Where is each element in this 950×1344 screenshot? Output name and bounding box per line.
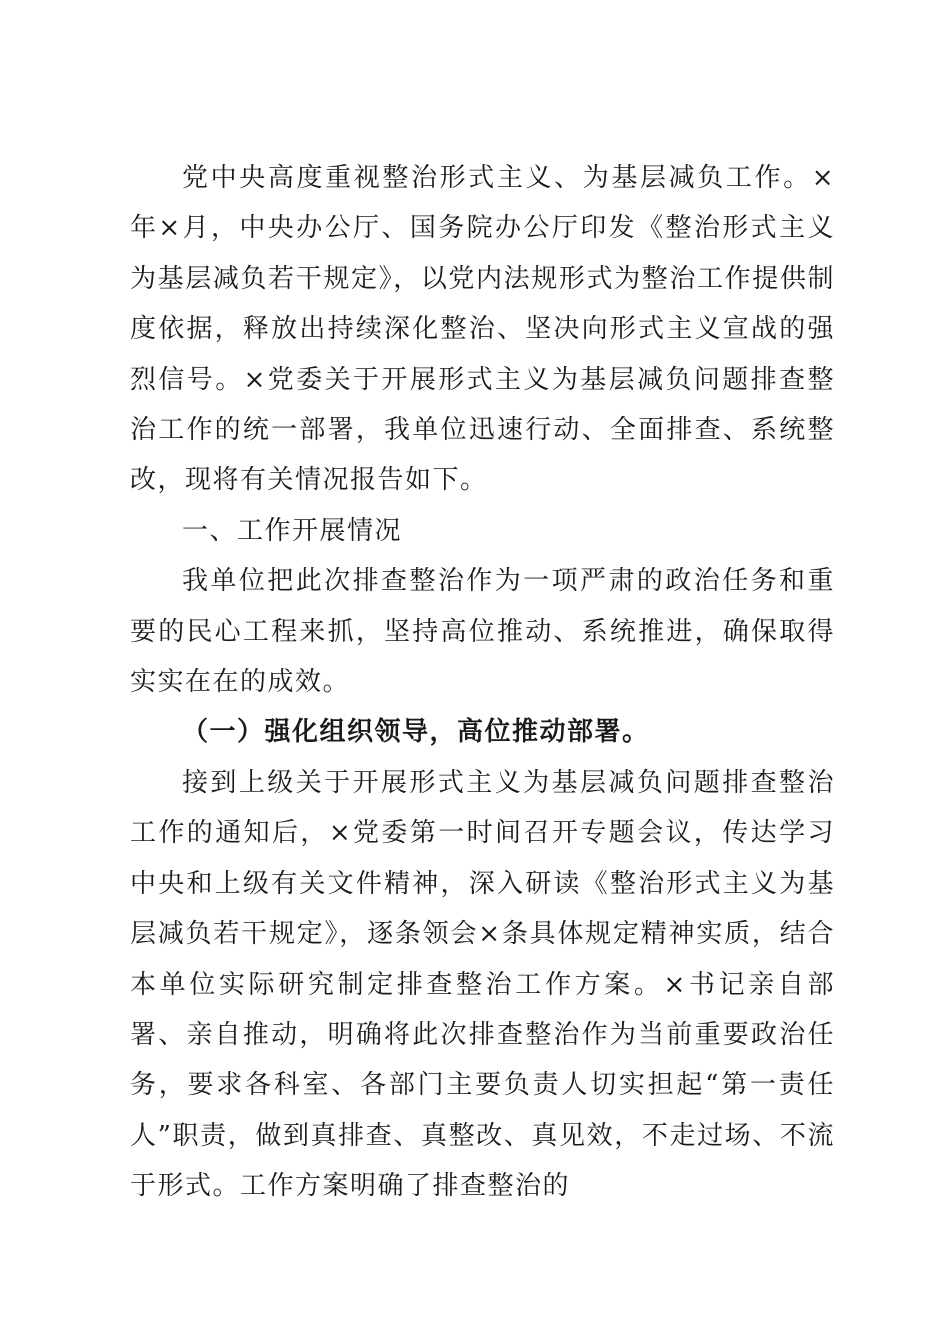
intro-paragraph: 党中央高度重视整治形式主义、为基层减负工作。×年×月，中央办公厅、国务院办公厅印发《整治形式主义为基层减负若干规定》，以党内法规形式为整治工作提供制度依据，释放出持续深化整治、坚决向形式主义宣战的强烈信号。×党委关于开展形式主义为基层减负问题排查整治工作的统一部署，我单位迅速行动、全面排查、系统整改，现将有关情况报告如下。 xyxy=(130,163,835,496)
section-paragraph: 我单位把此次排查整治作为一项严肃的政治任务和重要的民心工程来抓，坚持高位推动、系统推进，确保取得实实在在的成效。 xyxy=(130,566,835,698)
section-heading-work-progress: 一、工作开展情况 xyxy=(182,515,403,546)
subsection-paragraph: 接到上级关于开展形式主义为基层减负问题排查整治工作的通知后，×党委第一时间召开专题会议，传达学习中央和上级有关文件精神，深入研读《整治形式主义为基层减负若干规定》，逐条领会×条具体规定精神实质，结合本单位实际研究制定排查整治工作方案。×书记亲自部署、亲自推动，明确将此次排查整治作为当前重要政治任务，要求各科室、各部门主要负责人切实担起“第一责任人”职责，做到真排查、真整改、真见效，不走过场、不流于形式。工作方案明确了排查整治的 xyxy=(130,767,835,1202)
subsection-heading-leadership: （一）强化组织领导，高位推动部署。 xyxy=(182,717,650,748)
document-body xyxy=(130,153,835,1212)
